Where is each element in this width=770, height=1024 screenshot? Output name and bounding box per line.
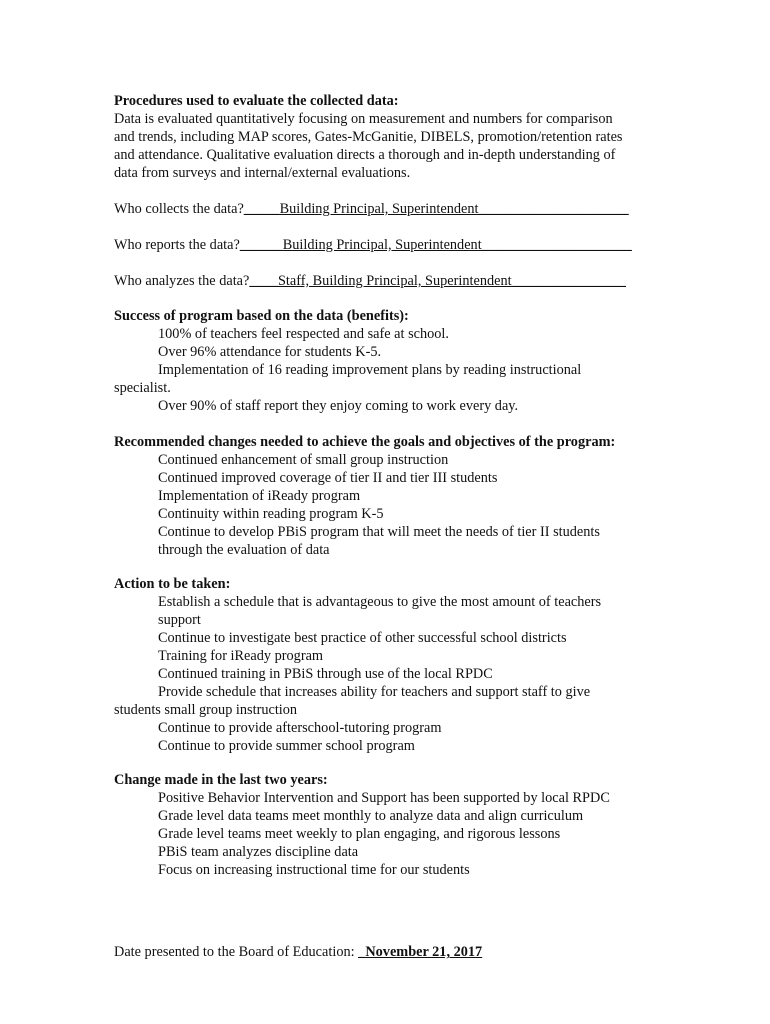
action-item: Continued training in PBiS through use of the local RPDC [158,666,493,682]
question-label: Who collects the data? [114,201,244,217]
changes-section [114,771,674,879]
presented-blank: _ [358,944,366,960]
question-label: Who analyzes the data? [114,273,250,289]
action-section [114,575,674,755]
presented-label: Date presented to the Board of Education: [114,944,355,960]
procedures-line: and attendance. Qualitative evaluation directs a thorough and in-depth understanding of [114,147,616,163]
recommended-item: Implementation of iReady program [158,488,361,504]
presented-line [114,943,674,961]
question-analyzes [114,272,674,290]
recommended-item: Continued enhancement of small group instruction [158,452,449,468]
action-item: Continue to provide afterschool-tutoring program [158,720,442,736]
action-item: support [158,612,201,628]
success-item-wrap: specialist. [114,380,171,396]
presented-date: November 21, 2017 [365,944,483,960]
procedures-line: data from surveys and internal/external evaluations. [114,165,411,181]
action-item: Continue to investigate best practice of other successful school districts [158,630,567,646]
action-item-wrap: students small group instruction [114,702,298,718]
success-section [114,307,674,415]
answer-blank: ________________ [511,273,626,289]
changes-heading: Change made in the last two years: [114,772,328,788]
action-item: Provide schedule that increases ability for teachers and support staff to give [158,684,591,700]
success-item: Implementation of 16 reading improvement plans by reading instructional [158,362,582,378]
answer-blank: _____________________ [478,201,629,217]
changes-item: Grade level data teams meet monthly to analyze data and align curriculum [158,808,584,824]
changes-item: PBiS team analyzes discipline data [158,844,359,860]
recommended-item: Continuity within reading program K-5 [158,506,384,522]
action-item: Establish a schedule that is advantageous to give the most amount of teachers [158,594,602,610]
answer-blank: ____________________ [488,237,632,253]
recommended-item: through the evaluation of data [158,542,330,558]
procedures-heading: Procedures used to evaluate the collected data: [114,93,399,109]
answer-blank: ____ [249,273,278,289]
question-collects [114,200,674,218]
answer-blank: ______ [239,237,283,253]
action-heading: Action to be taken: [114,576,231,592]
answer-blank: _____ [243,201,280,217]
recommended-item: Continued improved coverage of tier II and tier III students [158,470,498,486]
procedures-line: and trends, including MAP scores, Gates-McGanitie, DIBELS, promotion/retention rates [114,129,623,145]
recommended-item: Continue to develop PBiS program that will meet the needs of tier II students [158,524,600,540]
changes-item: Positive Behavior Intervention and Support has been supported by local RPDC [158,790,610,806]
question-reports [114,236,674,254]
question-label: Who reports the data? [114,237,240,253]
success-item: Over 90% of staff report they enjoy coming to work every day. [158,398,519,414]
recommended-section [114,433,674,559]
changes-item: Focus on increasing instructional time for our students [158,862,470,878]
answer-value: Building Principal, Superintendent [279,201,479,217]
action-item: Continue to provide summer school program [158,738,415,754]
action-item: Training for iReady program [158,648,324,664]
answer-value: Building Principal, Superintendent_ [282,237,489,253]
procedures-section [114,92,674,182]
answer-value: Staff, Building Principal, Superintendent [277,273,512,289]
recommended-heading: Recommended changes needed to achieve the goals and objectives of the program: [114,434,616,450]
changes-item: Grade level teams meet weekly to plan engaging, and rigorous lessons [158,826,561,842]
procedures-line: Data is evaluated quantitatively focusing on measurement and numbers for comparison [114,111,613,127]
success-item: 100% of teachers feel respected and safe at school. [158,326,449,342]
success-heading: Success of program based on the data (benefits): [114,308,409,324]
success-item: Over 96% attendance for students K-5. [158,344,382,360]
